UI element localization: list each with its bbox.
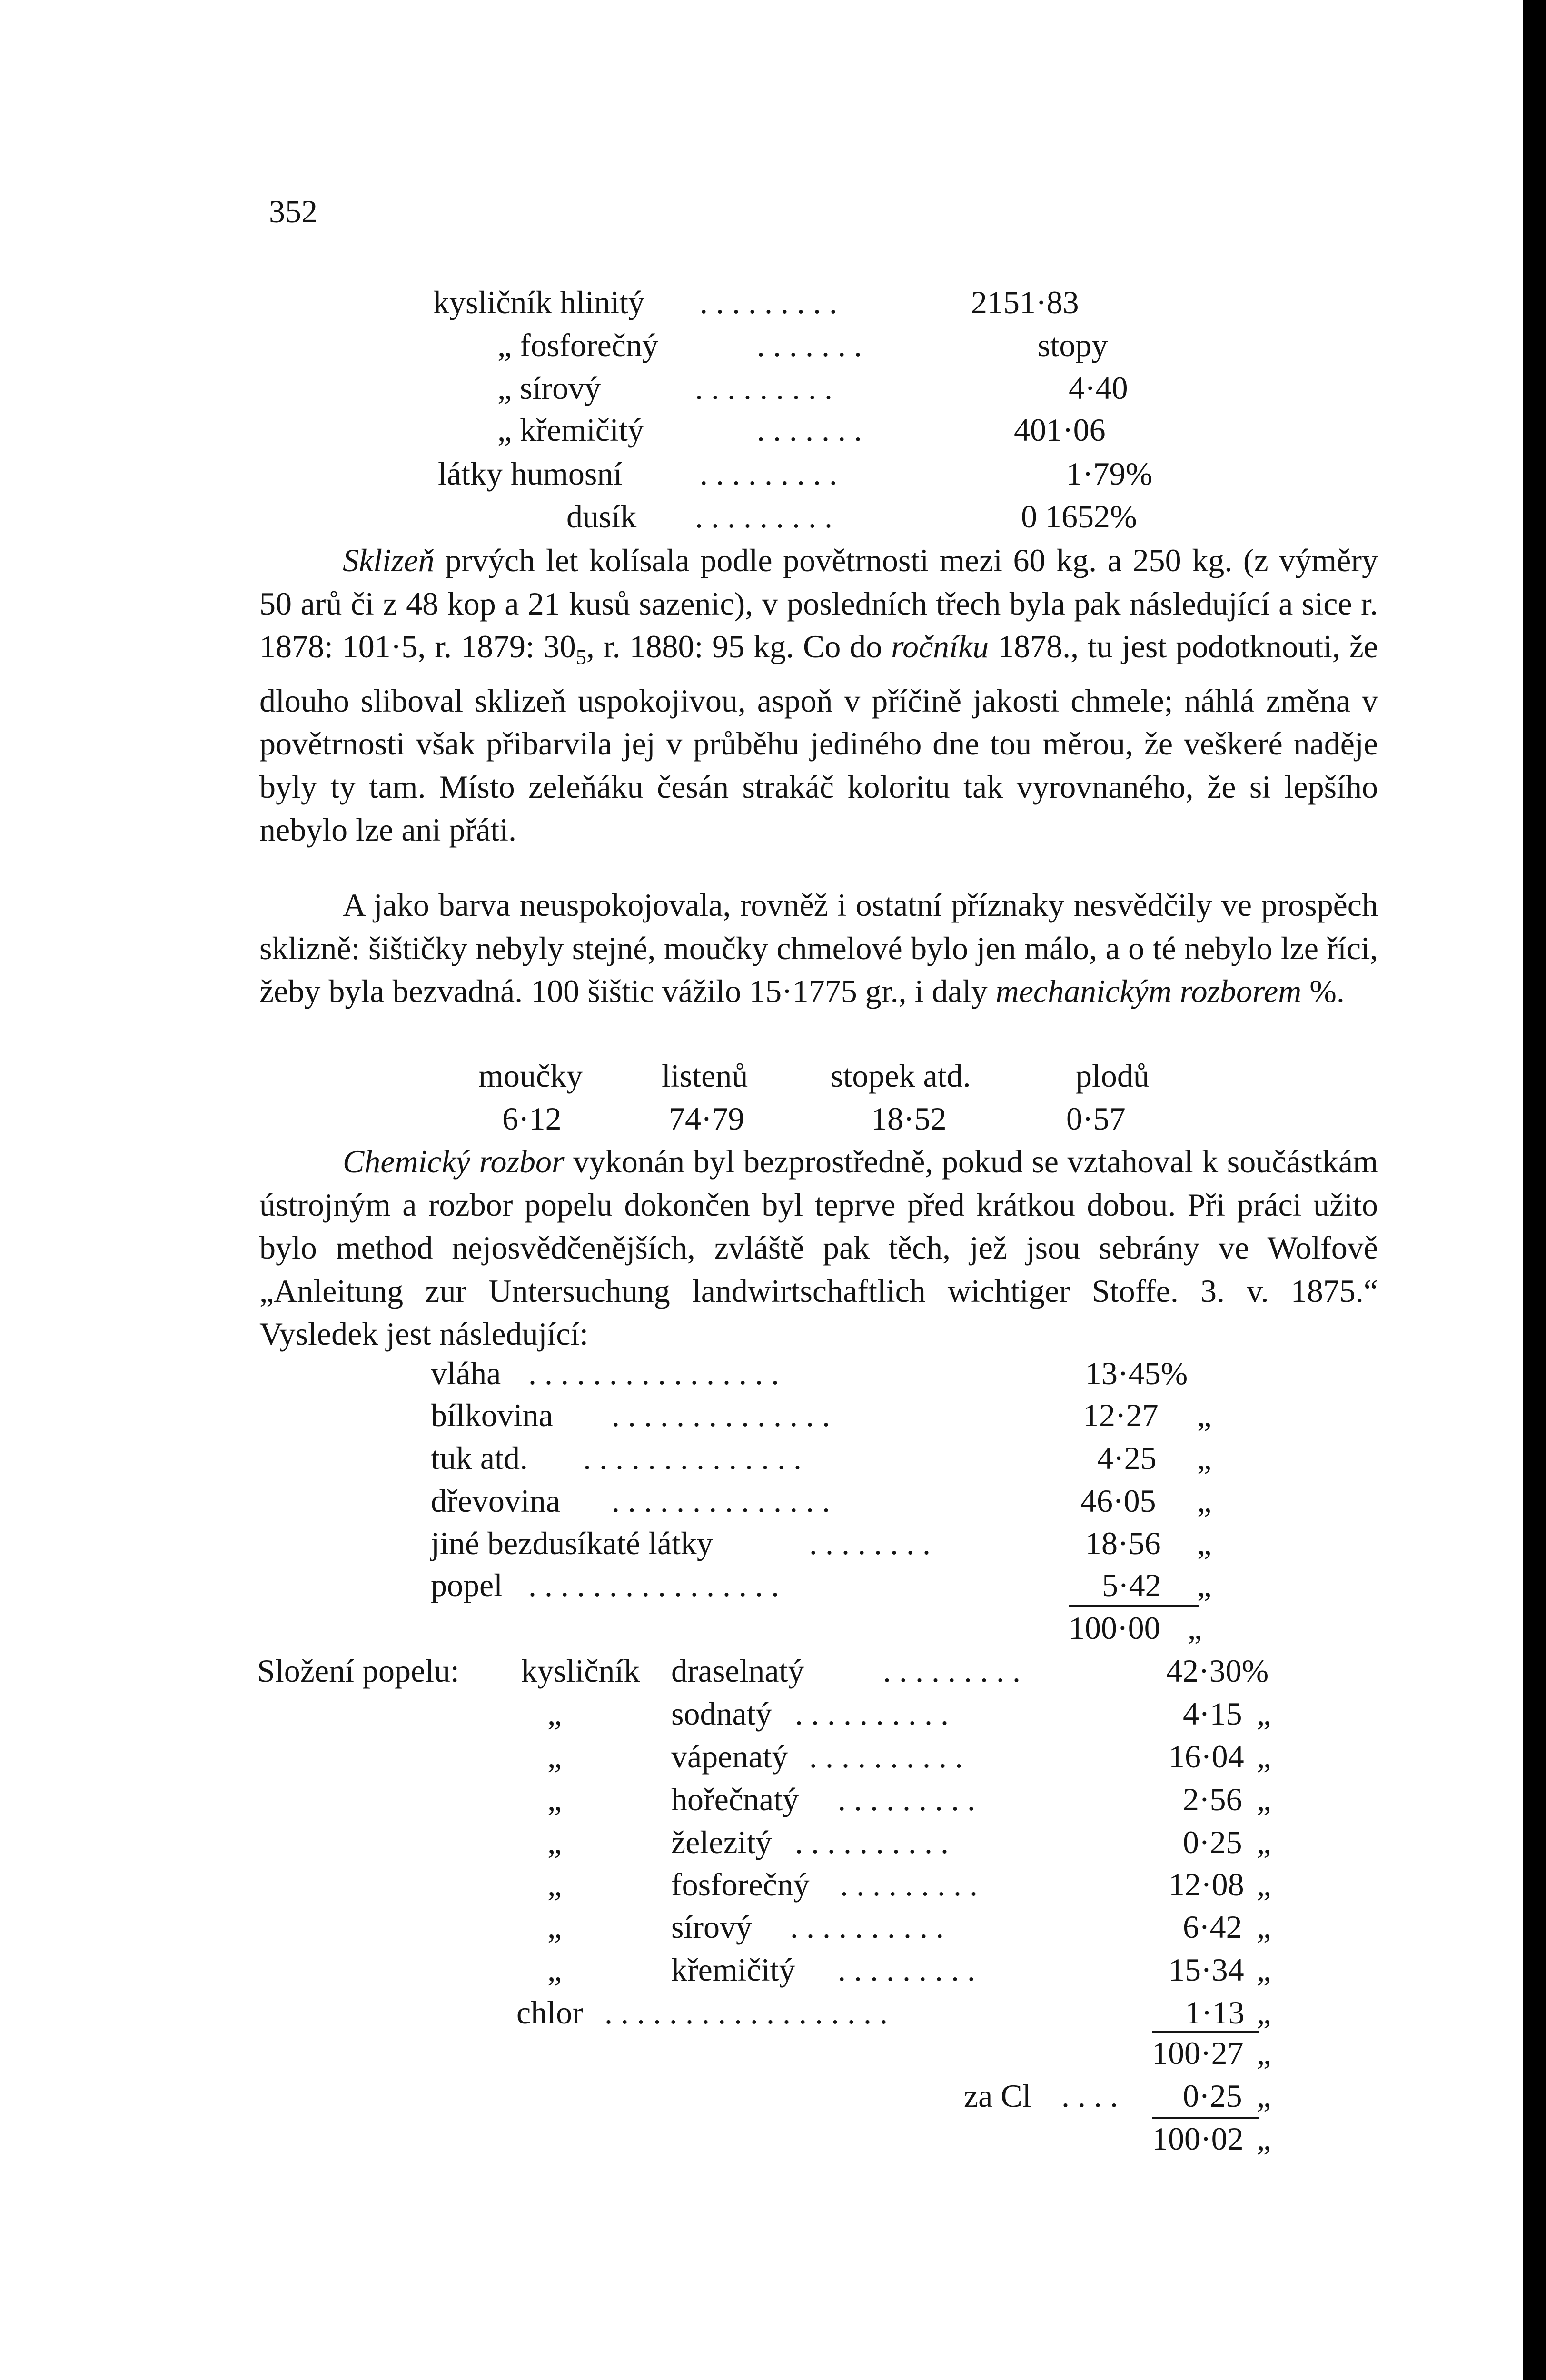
soil-label: „ sírový (497, 370, 601, 406)
soil-leader: . . . . . . . . . (700, 456, 837, 492)
ash-row: „ sírový . . . . . . . . . . 6·42 „ (547, 1909, 1271, 1945)
page-number: 352 (269, 193, 317, 229)
soil-label: látky humosní (438, 456, 623, 492)
composition-row: popel . . . . . . . . . . . . . . . . 5·42 „ (431, 1567, 1212, 1603)
mech-header: moučky (478, 1058, 583, 1094)
paragraph-quality: A jako barva neuspokojovala, rovněž i ostatní příznaky nesvědčily ve prospěch sklizně: šištičky nebyly stejné, moučky chmelové bylo jen málo, a o té nebylo lze říci, žeby byla bezvadná. 100 šištic vážilo 15·1775 gr., i daly mechanickým rozborem %. (259, 887, 1378, 1009)
paragraph-chemical: Chemický rozbor vykonán byl bezprostředně, pokud se vztahoval k součástkám ústrojným a rozbor popelu dokončen byl teprve před krátkou dobou. Při práci užito bylo method nejosvědčenějších, zvláště pak těch, jež jsou sebrány ve Wolfově „Anleitung zur Untersuchung landwirtschaftlich wichtiger Stoffe. 3. v. 1875.“ Vysledek jest následující: (259, 1143, 1378, 1352)
composition-total: 100·00 „ (1069, 1610, 1202, 1646)
soil-value: 4·40 (1069, 370, 1128, 406)
composition-row: jiné bezdusíkaté látky . . . . . . . . 18·56 „ (431, 1525, 1212, 1561)
ash-final-total: 100·02 „ (1152, 2121, 1271, 2157)
composition-row: bílkovina . . . . . . . . . . . . . . 12·27 „ (431, 1397, 1212, 1433)
mech-value: 18·52 (871, 1101, 947, 1137)
mech-header: listenů (662, 1058, 748, 1094)
soil-leader: . . . . . . . (757, 327, 862, 363)
italic-term: Sklizeň (343, 542, 435, 578)
soil-row (0, 452, 1546, 495)
ash-row: „ sodnatý . . . . . . . . . . 4·15 „ (547, 1696, 1271, 1732)
soil-row (0, 324, 1546, 367)
mech-header: plodů (1076, 1058, 1150, 1094)
soil-label: „ křemičitý (497, 412, 644, 448)
composition-row: dřevovina . . . . . . . . . . . . . . 46·05 „ (431, 1483, 1212, 1519)
chlor-row: chlor . . . . . . . . . . . . . . . . . . 1·13 „ (516, 1994, 1271, 2031)
ash-heading: Složení popelu: (257, 1653, 459, 1689)
ash-row: Složení popelu: kysličník draselnatý . . . . . . . . . 42·30% (0, 1649, 1546, 1692)
mech-value: 0·57 (1066, 1101, 1126, 1137)
italic-term: ročníku (891, 628, 989, 664)
soil-label: kysličník hlinitý (433, 284, 644, 320)
ash-row: „ hořečnatý . . . . . . . . . 2·56 „ (547, 1781, 1271, 1817)
soil-row (0, 495, 1546, 538)
ash-row: „ železitý . . . . . . . . . . 0·25 „ (547, 1824, 1271, 1860)
soil-value: 2151·83 (971, 284, 1079, 320)
soil-value: 0 1652% (1021, 498, 1137, 535)
mech-header: stopek atd. (831, 1058, 971, 1094)
mech-value: 6·12 (502, 1101, 562, 1137)
soil-leader: . . . . . . . . . (700, 284, 837, 320)
italic-term: Chemický rozbor (343, 1143, 565, 1180)
paragraph-harvest: Sklizeň prvých let kolísala podle povětrnosti mezi 60 kg. a 250 kg. (z výměry 50 arů či z 48 kop a 21 kusů sazenic), v posledních třech byla pak následující a sice r. 1878: 101·5, r. 1879: $30_5$, r. 1880: 95 kg. Co do ročníku 1878., tu jest podotknouti, že dlouho sliboval sklizeň uspokojivou, aspoň v příčině jakosti chmele; náhlá změna v povětrnosti však přibarvila jej v průběhu jediného dne tou měrou, že veškeré naděje byly ty tam. Místo zeleňáku česán strakáč koloritu tak vyrovnaného, že si lepšího nebylo lze ani přáti. (259, 542, 1378, 848)
ash-row: „ vápenatý . . . . . . . . . . 16·04 „ (547, 1738, 1271, 1775)
soil-value: stopy (1038, 327, 1108, 363)
soil-value: 1·79% (1066, 456, 1153, 492)
italic-term: mechanickým rozborem (995, 973, 1302, 1009)
soil-label: dusík (566, 498, 637, 535)
composition-row: vláha . . . . . . . . . . . . . . . . 13·45% (431, 1355, 1188, 1391)
soil-row (0, 281, 1546, 324)
soil-leader: . . . . . . . . . (695, 498, 832, 535)
mech-value: 74·79 (669, 1101, 744, 1137)
soil-leader: . . . . . . . . . (695, 370, 832, 406)
soil-label: „ fosforečný (497, 327, 658, 363)
soil-row (0, 408, 1546, 451)
soil-value: 401·06 (1014, 412, 1106, 448)
za-cl-row: za Cl . . . . 0·25 „ (964, 2078, 1271, 2114)
ash-row: „ fosforečný . . . . . . . . . 12·08 „ (547, 1866, 1271, 1903)
soil-leader: . . . . . . . (757, 412, 862, 448)
soil-row (0, 367, 1546, 409)
composition-row: tuk atd. . . . . . . . . . . . . . . 4·25 „ (431, 1440, 1212, 1476)
ash-row: „ křemičitý . . . . . . . . . 15·34 „ (547, 1952, 1271, 1988)
ash-total: 100·27 „ (1152, 2035, 1271, 2071)
